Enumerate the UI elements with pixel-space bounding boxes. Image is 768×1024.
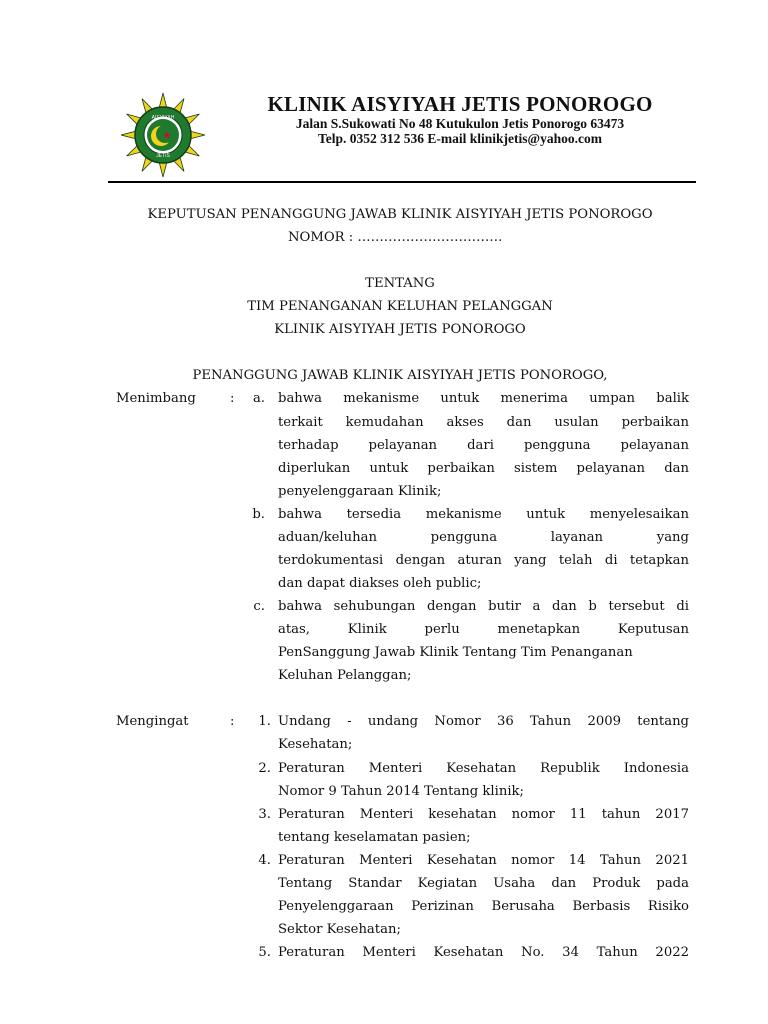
- menimbang-item-b-marker: b.: [252, 507, 265, 522]
- menimbang-item-a-line: terkait kemudahan akses dan usulan perbaikan: [278, 415, 689, 430]
- mengingat-item-3-line: Peraturan Menteri kesehatan nomor 11 tahun 2017: [278, 807, 689, 822]
- aisyiyah-sun-emblem-icon: [121, 93, 205, 177]
- mengingat-item-2-line: Nomor 9 Tahun 2014 Tentang klinik;: [278, 784, 524, 799]
- logo-ring-text-bottom: JETIS: [156, 153, 170, 159]
- decree-title: KEPUTUSAN PENANGGUNG JAWAB KLINIK AISYIYAH JETIS PONOROGO: [147, 207, 653, 222]
- about-heading: TENTANG: [365, 276, 435, 291]
- menimbang-item-c-marker: c.: [253, 599, 265, 614]
- mengingat-item-4-marker: 4.: [258, 853, 271, 868]
- issuer-line: PENANGGUNG JAWAB KLINIK AISYIYAH JETIS PONOROGO,: [192, 368, 608, 383]
- clinic-address: Jalan S.Sukowati No 48 Kutukulon Jetis Ponorogo 63473: [295, 116, 625, 131]
- menimbang-item-c-line: bahwa sehubungan dengan butir a dan b tersebut di: [278, 599, 689, 614]
- mengingat-item-2-line: Peraturan Menteri Kesehatan Republik Indonesia: [278, 761, 689, 776]
- mengingat-item-1-line: Kesehatan;: [278, 737, 353, 752]
- mengingat-item-4-line: Tentang Standar Kegiatan Usaha dan Produk pada: [278, 876, 689, 891]
- subject-line-2: KLINIK AISYIYAH JETIS PONOROGO: [274, 322, 526, 337]
- menimbang-colon: :: [230, 391, 235, 406]
- menimbang-item-b-line: dan dapat diakses oleh public;: [278, 576, 482, 591]
- mengingat-item-1-line: Undang - undang Nomor 36 Tahun 2009 tentang: [278, 714, 689, 729]
- mengingat-item-2-marker: 2.: [258, 761, 271, 776]
- menimbang-item-a-marker: a.: [252, 391, 265, 406]
- menimbang-item-a-line: diperlukan untuk perbaikan sistem pelayanan dan: [278, 461, 689, 476]
- mengingat-label: Mengingat: [116, 714, 189, 729]
- logo-ring-text-top: AISYIYAH: [151, 115, 175, 121]
- menimbang-item-b-line: terdokumentasi dengan aturan yang telah di tetapkan: [278, 553, 689, 568]
- mengingat-item-5-line: Peraturan Menteri Kesehatan No. 34 Tahun 2022: [278, 945, 689, 960]
- clinic-name: KLINIK AISYIYAH JETIS PONOROGO: [267, 92, 653, 116]
- mengingat-colon: :: [230, 714, 235, 729]
- menimbang-item-a-line: bahwa mekanisme untuk menerima umpan balik: [278, 391, 689, 406]
- menimbang-item-a-line: penyelenggaraan Klinik;: [278, 484, 442, 499]
- menimbang-item-c-line: atas, Klinik perlu menetapkan Keputusan: [278, 622, 689, 637]
- menimbang-label: Menimbang: [116, 391, 196, 406]
- clinic-contact: Telp. 0352 312 536 E-mail klinikjetis@yahoo.com: [318, 131, 602, 146]
- mengingat-item-1-marker: 1.: [258, 714, 271, 729]
- menimbang-item-b-line: aduan/keluhan pengguna layanan yang: [278, 530, 689, 545]
- mengingat-item-4-line: Sektor Kesehatan;: [278, 922, 401, 937]
- decree-number: NOMOR : ……………………………: [288, 230, 503, 245]
- subject-line-1: TIM PENANGANAN KELUHAN PELANGGAN: [247, 299, 553, 314]
- menimbang-item-b-line: bahwa tersedia mekanisme untuk menyelesaikan: [278, 507, 689, 522]
- mengingat-item-4-line: Peraturan Menteri Kesehatan nomor 14 Tahun 2021: [278, 853, 689, 868]
- menimbang-item-c-line: PenSanggung Jawab Klinik Tentang Tim Penanganan: [278, 645, 633, 660]
- mengingat-item-4-line: Penyelenggaraan Perizinan Berusaha Berbasis Risiko: [278, 899, 689, 914]
- menimbang-item-c-line: Keluhan Pelanggan;: [278, 668, 412, 683]
- menimbang-item-a-line: terhadap pelayanan dari pengguna pelayanan: [278, 438, 689, 453]
- mengingat-item-5-marker: 5.: [258, 945, 271, 960]
- mengingat-item-3-line: tentang keselamatan pasien;: [278, 830, 471, 845]
- letterhead-divider: [108, 181, 696, 183]
- mengingat-item-3-marker: 3.: [258, 807, 271, 822]
- clinic-logo: [114, 92, 212, 178]
